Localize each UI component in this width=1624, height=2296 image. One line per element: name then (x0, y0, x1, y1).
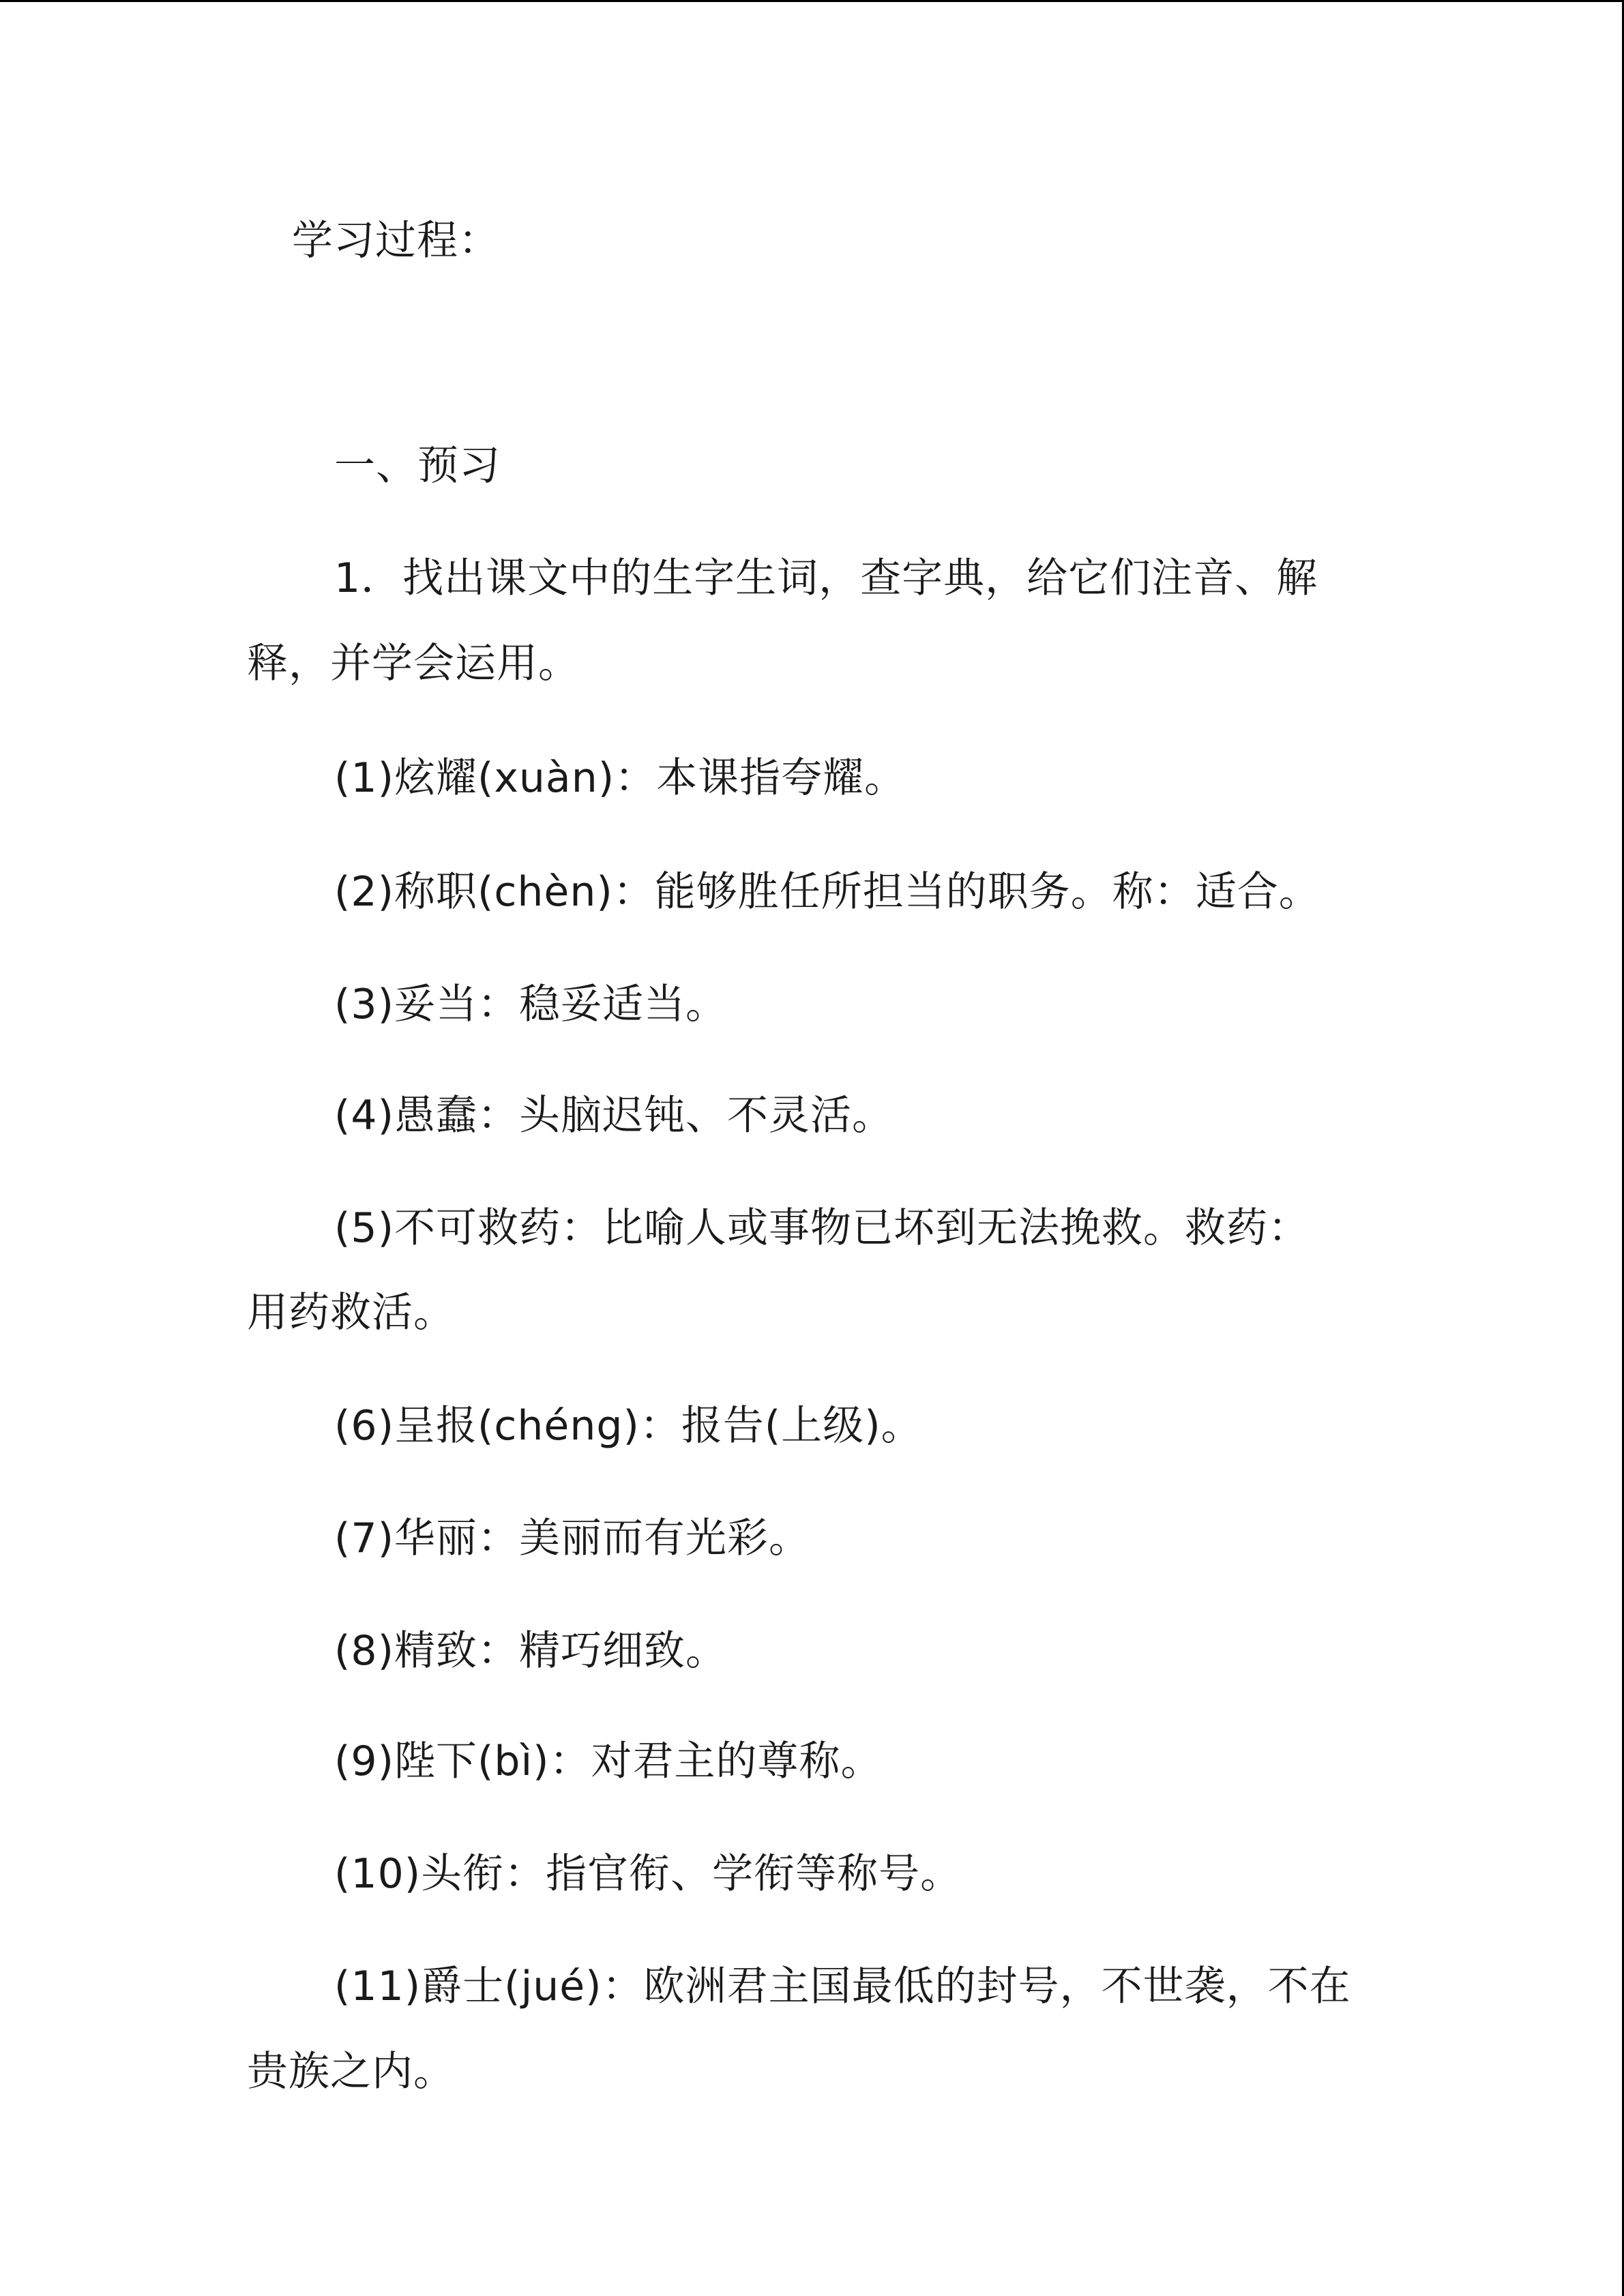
vocab-item-8: (8)精致：精巧细致。 (334, 1627, 727, 1675)
vocab-item-11: (11)爵士(jué)：欧洲君主国最低的封号，不世袭，不在 (334, 1963, 1351, 2010)
vocab-item-11-continuation: 贵族之内。 (247, 2048, 455, 2096)
vocab-item-5-continuation: 用药救活。 (247, 1289, 455, 1337)
section-title: 一、预习 (334, 442, 501, 490)
vocab-item-5: (5)不可救药：比喻人或事物已坏到无法挽救。救药： (334, 1204, 1310, 1252)
vocab-item-6: (6)呈报(chéng)：报告(上级)。 (334, 1402, 923, 1450)
vocab-item-1: (1)炫耀(xuàn)：本课指夸耀。 (334, 754, 906, 802)
vocab-item-7: (7)华丽：美丽而有光彩。 (334, 1515, 810, 1562)
vocab-item-9: (9)陛下(bì)：对君主的尊称。 (334, 1738, 883, 1785)
task-line-1: 1．找出课文中的生字生词，查字典，给它们注音、解 (334, 554, 1318, 602)
task-line-2: 释，并学会运用。 (247, 640, 580, 687)
vocab-item-10: (10)头衔：指官衔、学衔等称号。 (334, 1850, 962, 1898)
vocab-item-4: (4)愚蠢：头脑迟钝、不灵活。 (334, 1092, 894, 1139)
vocab-item-2: (2)称职(chèn)：能够胜任所担当的职务。称：适合。 (334, 868, 1320, 916)
page-heading: 学习过程： (292, 217, 500, 265)
vocab-item-3: (3)妥当：稳妥适当。 (334, 981, 727, 1028)
